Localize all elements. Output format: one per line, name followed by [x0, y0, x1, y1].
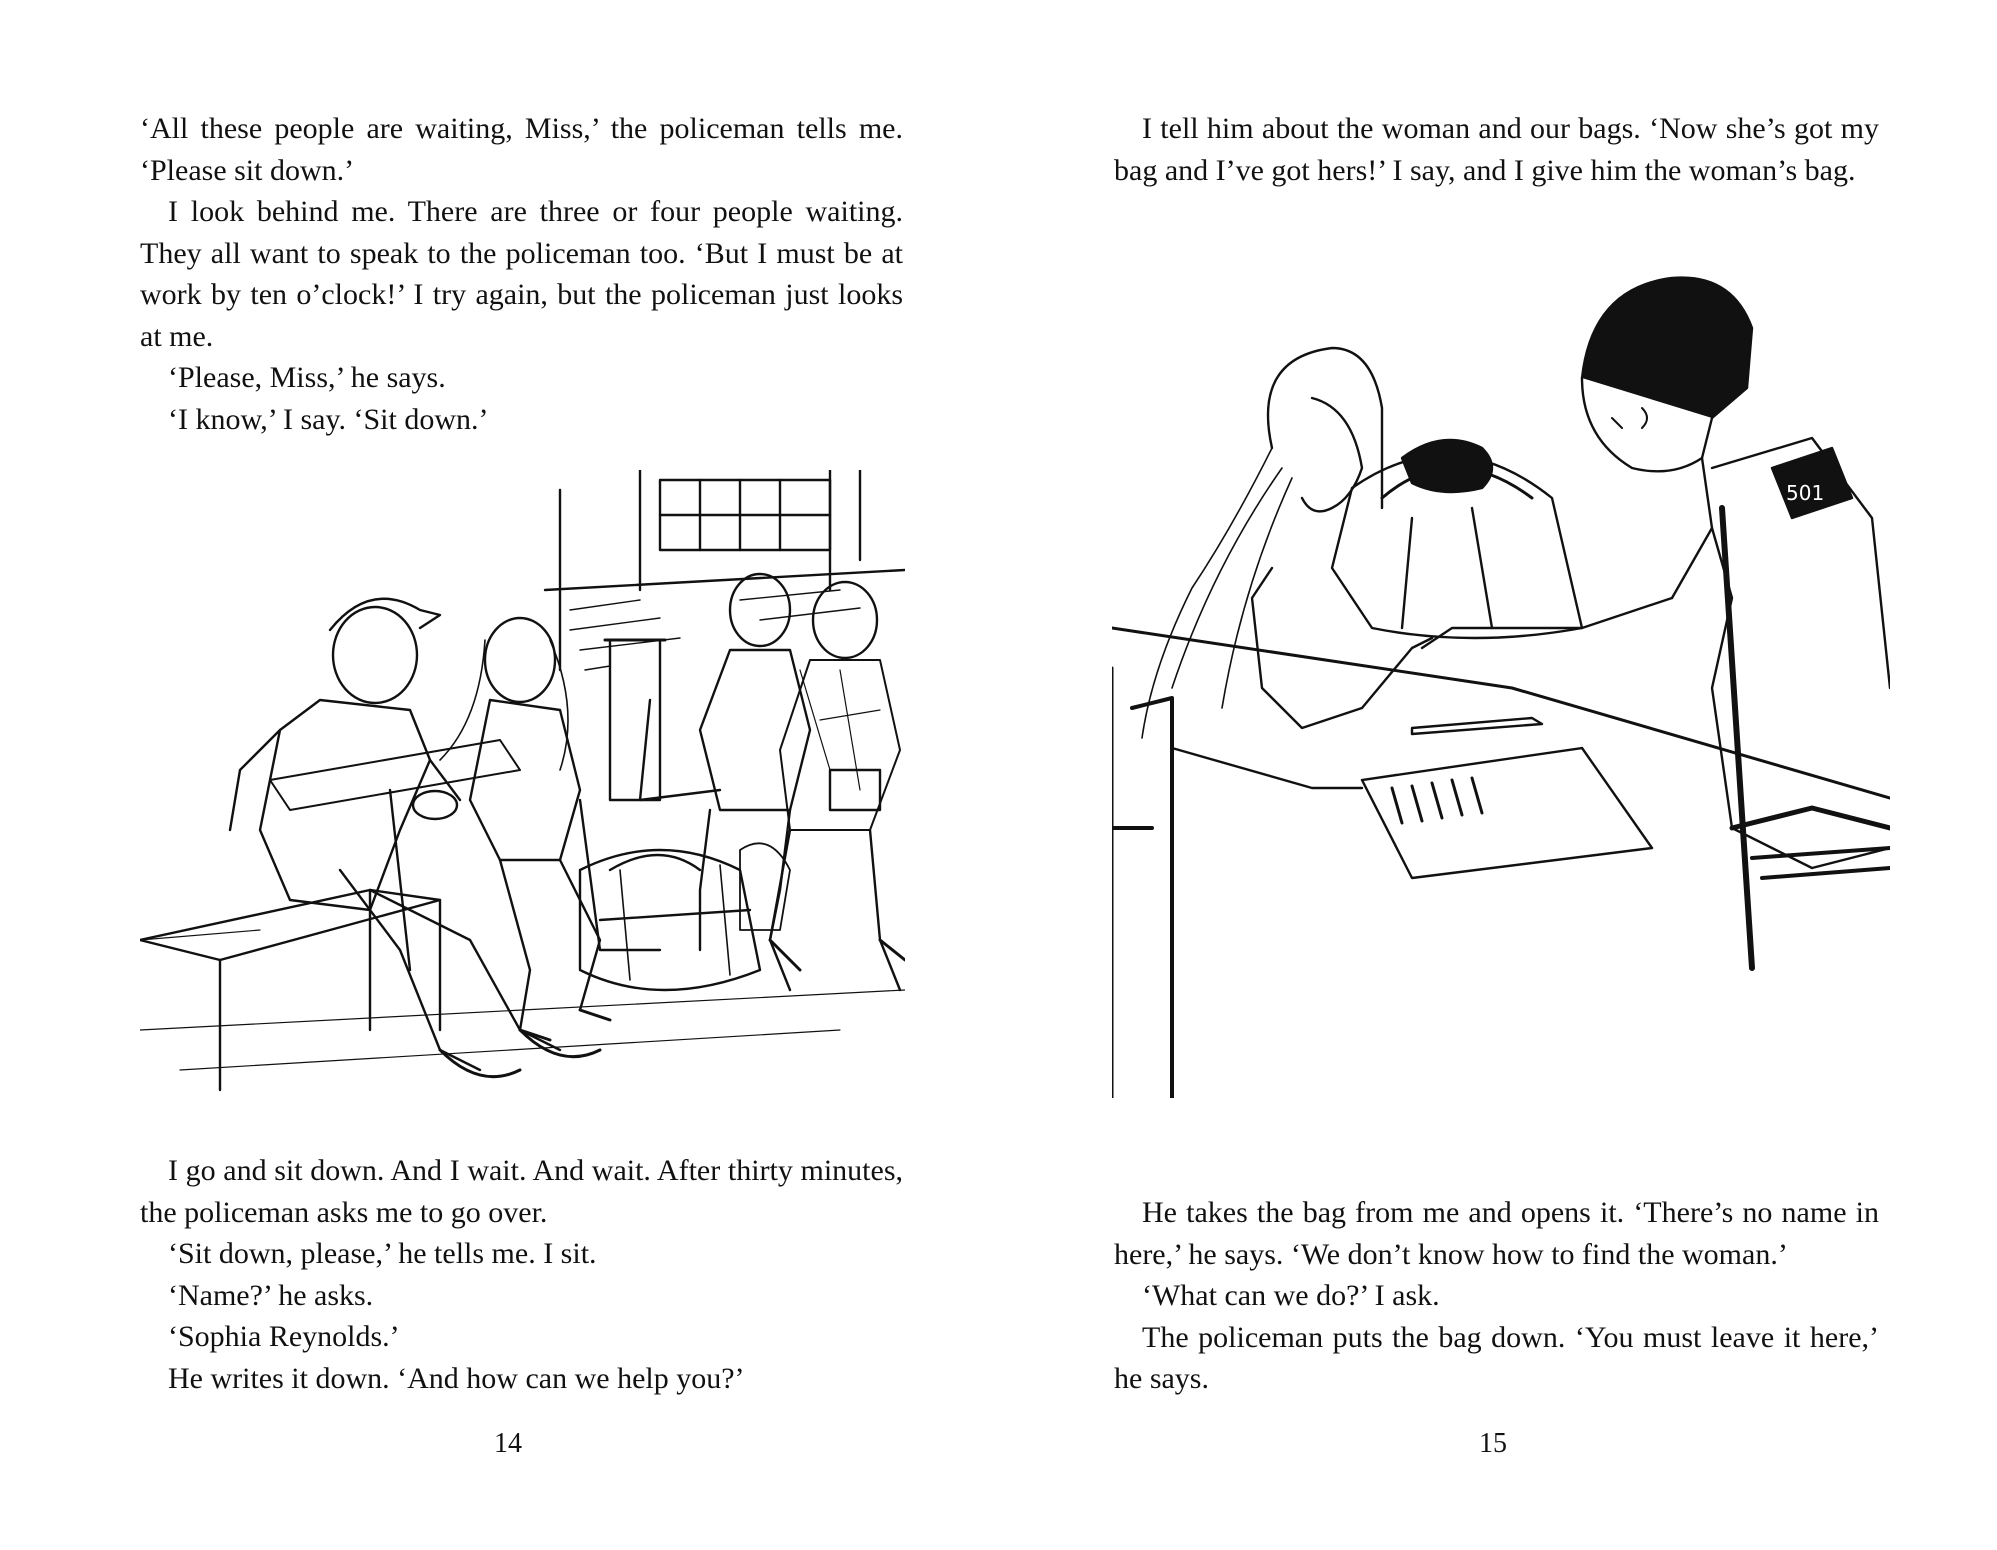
left-page	[0, 0, 998, 1550]
right-page	[999, 0, 1997, 1550]
paragraph: He writes it down. ‘And how can we help you?’	[168, 1361, 745, 1395]
paragraph: He takes the bag from me and opens it. ‘There’s no name in here,’ he says. ‘We don’t know how to find the woman.’	[1114, 1196, 1879, 1271]
waiting-room-illustration	[140, 470, 905, 1098]
paragraph: I go and sit down. And I wait. And wait. After thirty minutes, the policeman asks me to go over.	[140, 1154, 903, 1229]
police-desk-illustration	[1112, 268, 1890, 1098]
paragraph: ‘I know,’ I say. ‘Sit down.’	[168, 402, 489, 436]
right-bottom-text	[1114, 1192, 1879, 1400]
left-bottom-text	[140, 1150, 903, 1399]
left-top-text	[140, 108, 903, 440]
paragraph: ‘What can we do?’ I ask.	[1142, 1279, 1440, 1312]
paragraph: I tell him about the woman and our bags. ‘Now she’s got my bag and I’ve got hers!’ I say, and I give him the woman’s bag.	[1114, 112, 1879, 187]
right-top-text	[1114, 108, 1879, 191]
page-number: 15	[1479, 1428, 1507, 1459]
badge-number: 501	[1786, 481, 1825, 505]
paragraph: ‘All these people are waiting, Miss,’ the policeman tells me. ‘Please sit down.’	[140, 112, 903, 187]
page-number: 14	[494, 1428, 522, 1459]
paragraph: I look behind me. There are three or four people waiting. They all want to speak to the policeman too. ‘But I must be at work by ten o’clock!’ I try again, but the policeman just looks at me.	[140, 195, 903, 353]
paragraph: The policeman puts the bag down. ‘You must leave it here,’ he says.	[1114, 1320, 1879, 1395]
paragraph: ‘Sophia Reynolds.’	[168, 1320, 400, 1353]
paragraph: ‘Please, Miss,’ he says.	[168, 361, 446, 394]
paragraph: ‘Name?’ he asks.	[168, 1278, 374, 1312]
paragraph: ‘Sit down, please,’ he tells me. I sit.	[168, 1237, 597, 1270]
